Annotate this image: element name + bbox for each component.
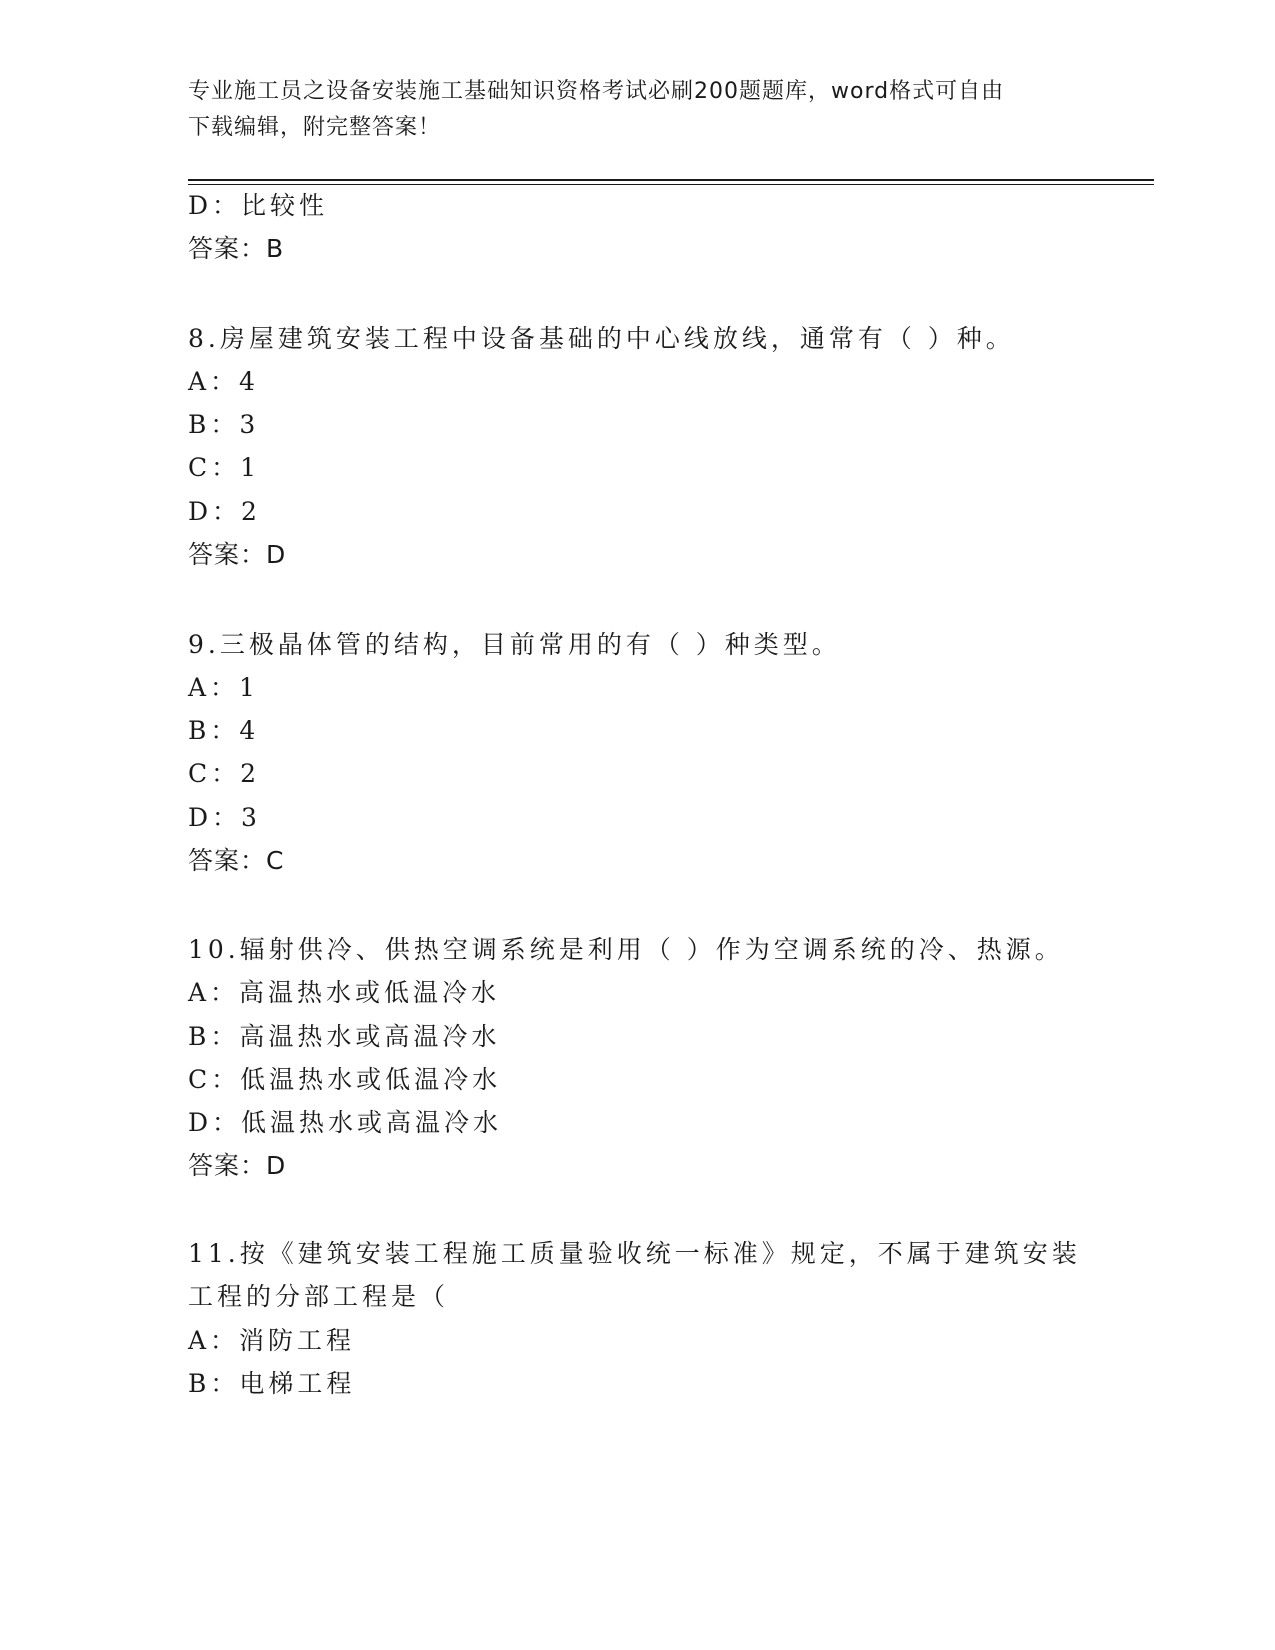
q9-answer: 答案：C (188, 846, 285, 875)
q10-option-d: D：低温热水或高温冷水 (188, 1108, 503, 1137)
q9-option-d: D：3 (188, 803, 261, 832)
q9-option-b: B：4 (188, 716, 260, 745)
q11-question-line-1: 11.按《建筑安装工程施工质量验收统一标准》规定，不属于建筑安装 (188, 1239, 1081, 1268)
q9-option-a: A：1 (188, 673, 259, 702)
q11-option-a: A：消防工程 (188, 1326, 356, 1355)
header-line-1: 专业施工员之设备安装施工基础知识资格考试必刷200题题库，word格式可自由 (188, 79, 1005, 104)
q8-option-b: B：3 (188, 410, 260, 439)
q11-question-line-2: 工程的分部工程是（ (188, 1282, 450, 1311)
header-line-2: 下载编辑，附完整答案！ (188, 115, 442, 140)
q11-option-b: B：电梯工程 (188, 1369, 356, 1398)
q10-question: 10.辐射供冷、供热空调系统是利用（ ）作为空调系统的冷、热源。 (188, 935, 1064, 964)
q7-answer: 答案：B (188, 234, 285, 263)
q8-answer: 答案：D (188, 540, 287, 569)
document-header (188, 74, 1088, 146)
q10-option-c: C：低温热水或低温冷水 (188, 1065, 502, 1094)
q8-option-a: A：4 (188, 367, 259, 396)
q10-option-a: A：高温热水或低温冷水 (188, 978, 501, 1007)
header-divider-thick (188, 179, 1154, 181)
q8-option-c: C：1 (188, 453, 261, 482)
q9-option-c: C：2 (188, 759, 261, 788)
q8-question: 8.房屋建筑安装工程中设备基础的中心线放线，通常有（ ）种。 (188, 324, 1015, 353)
q9-question: 9.三极晶体管的结构，目前常用的有（ ）种类型。 (188, 630, 841, 659)
q10-option-b: B：高温热水或高温冷水 (188, 1022, 501, 1051)
header-divider-thin (188, 184, 1154, 185)
q10-answer: 答案：D (188, 1151, 287, 1180)
q7-option-d: D：比较性 (188, 191, 329, 220)
q8-option-d: D：2 (188, 497, 261, 526)
